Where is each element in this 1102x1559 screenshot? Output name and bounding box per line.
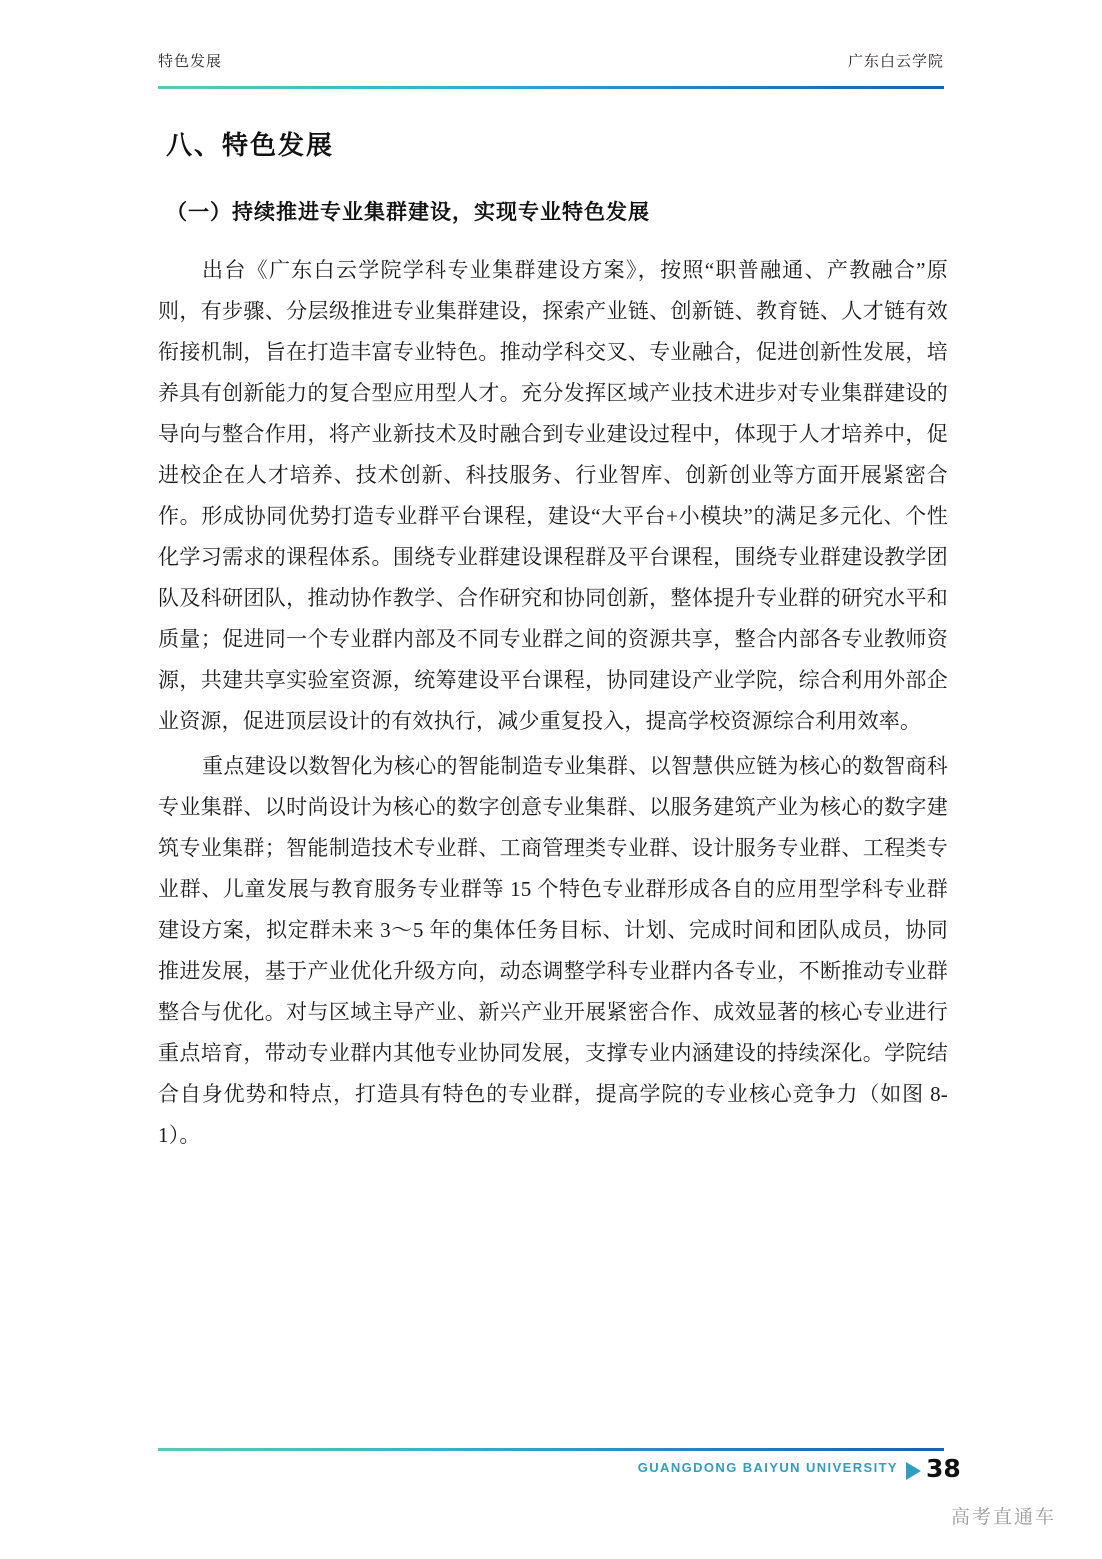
triangle-icon xyxy=(906,1462,921,1480)
page-content xyxy=(158,128,948,1156)
footer-brand-text: GUANGDONG BAIYUN UNIVERSITY xyxy=(637,1460,898,1475)
body-paragraph-2: 重点建设以数智化为核心的智能制造专业集群、以智慧供应链为核心的数智商科专业集群、以时尚设计为核心的数字创意专业集群、以服务建筑产业为核心的数字建筑专业集群；智能制造技术专业群、工商管理类专业群、设计服务专业群、工程类专业群、儿童发展与教育服务专业群等 15 个特色专业群形成各自的应用型学科专业群建设方案，拟定群未来 3～5 年的集体任务目标、计划、完成时间和团队成员，协同推进发展，基于产业优化升级方向，动态调整学科专业群内各专业，不断推动专业群整合与优化。对与区域主导产业、新兴产业开展紧密合作、成效显著的核心专业进行重点培育，带动专业群内其他专业协同发展，支撑专业内涵建设的持续深化。学院结合自身优势和特点，打造具有特色的专业群，提高学院的专业核心竞争力（如图 8-1）。 xyxy=(158,753,948,1147)
header-institution-label: 广东白云学院 xyxy=(847,54,944,70)
page-header xyxy=(158,50,944,90)
header-divider-rule xyxy=(158,86,944,89)
page-number: 38 xyxy=(926,1454,961,1483)
section-title: 八、特色发展 xyxy=(166,131,335,161)
subsection-title: （一）持续推进专业集群建设，实现专业特色发展 xyxy=(166,200,650,225)
footer-divider-rule xyxy=(158,1448,944,1451)
page-footer xyxy=(158,1448,961,1488)
body-paragraph-1: 出台《广东白云学院学科专业集群建设方案》，按照“职普融通、产教融合”原则，有步骤、分层级推进专业集群建设，探索产业链、创新链、教育链、人才链有效衔接机制，旨在打造丰富专业特色。推动学科交叉、专业融合，促进创新性发展，培养具有创新能力的复合型应用型人才。充分发挥区域产业技术进步对专业集群建设的导向与整合作用，将产业新技术及时融合到专业建设过程中，体现于人才培养中，促进校企在人才培养、技术创新、科技服务、行业智库、创新创业等方面开展紧密合作。形成协同优势打造专业群平台课程，建设“大平台+小模块”的满足多元化、个性化学习需求的课程体系。围绕专业群建设课程群及平台课程，围绕专业群建设教学团队及科研团队，推动协作教学、合作研究和协同创新，整体提升专业群的研究水平和质量；促进同一个专业群内部及不同专业群之间的资源共享，整合内部各专业教师资源，共建共享实验室资源，统筹建设平台课程，协同建设产业学院，综合利用外部企业资源，促进顶层设计的有效执行，减少重复投入，提高学校资源综合利用效率。 xyxy=(158,257,948,733)
header-section-label: 特色发展 xyxy=(158,54,223,70)
watermark-text: 高考直通车 xyxy=(950,1506,1056,1528)
